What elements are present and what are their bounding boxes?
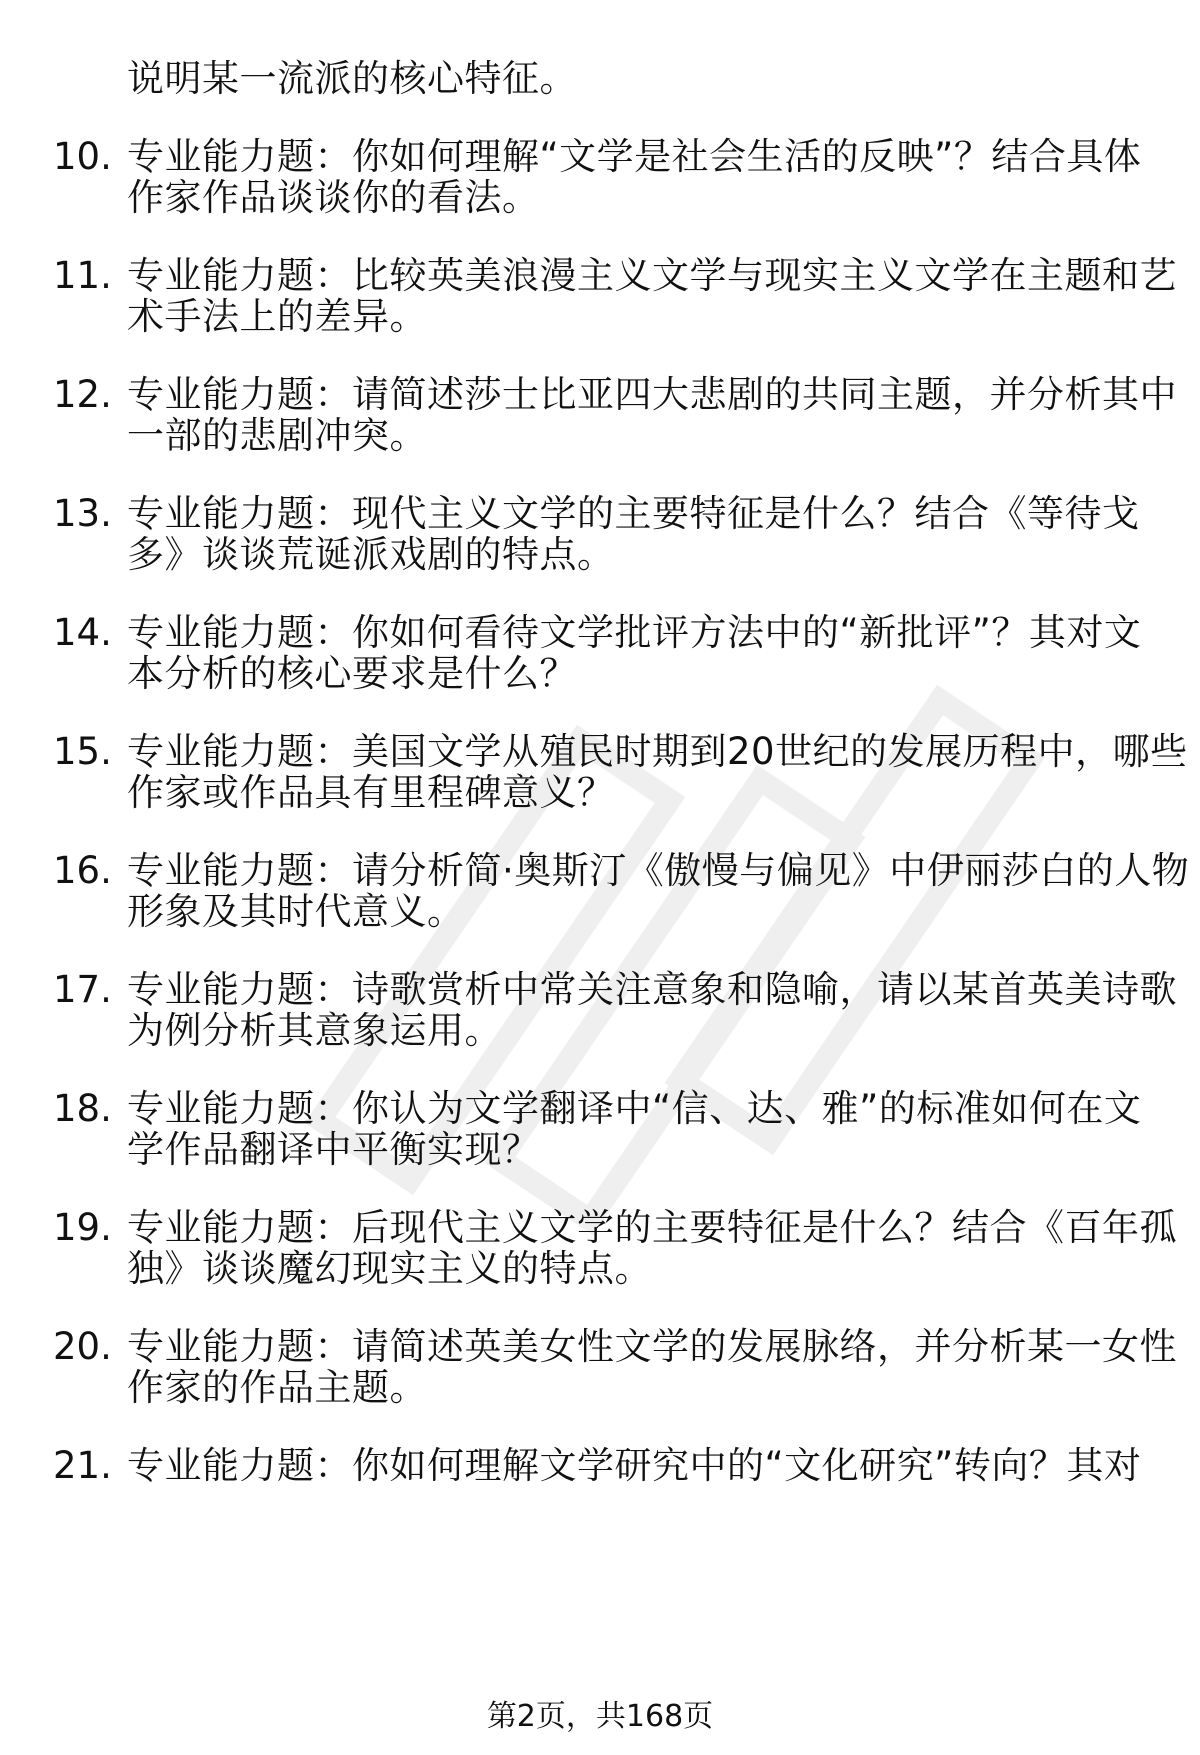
question-number: 21.: [53, 1444, 112, 1487]
question-text: 作家的作品主题。: [127, 1366, 427, 1409]
question-text: 术手法上的差异。: [127, 295, 427, 338]
question-text: 专业能力题：美国文学从殖民时期到20世纪的发展历程中，哪些: [127, 730, 1188, 773]
question-text: 专业能力题：现代主义文学的主要特征是什么？结合《等待戈: [127, 492, 1140, 535]
question-text: 形象及其时代意义。: [127, 890, 465, 933]
question-number: 10.: [53, 135, 112, 178]
question-number: 18.: [53, 1087, 112, 1130]
lead-line: 说明某一流派的核心特征。: [127, 57, 577, 100]
question-text: 作家作品谈谈你的看法。: [127, 176, 540, 219]
question-text: 本分析的核心要求是什么？: [127, 652, 577, 695]
question-text: 一部的悲剧冲突。: [127, 414, 427, 457]
question-number: 16.: [53, 849, 112, 892]
question-text: 作家或作品具有里程碑意义？: [127, 771, 615, 814]
question-number: 20.: [53, 1325, 112, 1368]
question-number: 19.: [53, 1206, 112, 1249]
question-text: 专业能力题：你认为文学翻译中“信、达、雅”的标准如何在文: [127, 1087, 1142, 1130]
question-number: 17.: [53, 968, 112, 1011]
question-text: 专业能力题：后现代主义文学的主要特征是什么？结合《百年孤: [127, 1206, 1177, 1249]
question-text: 专业能力题：请简述莎士比亚四大悲剧的共同主题，并分析其中: [127, 373, 1177, 416]
question-text: 独》谈谈魔幻现实主义的特点。: [127, 1247, 652, 1290]
question-number: 11.: [53, 254, 112, 297]
question-text: 为例分析其意象运用。: [127, 1009, 502, 1052]
question-text: 多》谈谈荒诞派戏剧的特点。: [127, 533, 615, 576]
question-text: 专业能力题：请简述英美女性文学的发展脉络，并分析某一女性: [127, 1325, 1177, 1368]
question-text: 专业能力题：请分析简·奥斯汀《傲慢与偏见》中伊丽莎白的人物: [127, 849, 1190, 892]
question-text: 专业能力题：诗歌赏析中常关注意象和隐喻，请以某首英美诗歌: [127, 968, 1177, 1011]
question-text: 学作品翻译中平衡实现？: [127, 1128, 540, 1171]
question-number: 14.: [53, 611, 112, 654]
question-text: 专业能力题：你如何理解“文学是社会生活的反映”？结合具体: [127, 135, 1142, 178]
question-text: 专业能力题：你如何看待文学批评方法中的“新批评”？其对文: [127, 611, 1142, 654]
question-text: 专业能力题：比较英美浪漫主义文学与现实主义文学在主题和艺: [127, 254, 1177, 297]
question-text: 专业能力题：你如何理解文学研究中的“文化研究”转向？其对: [127, 1444, 1142, 1487]
question-number: 12.: [53, 373, 112, 416]
page-footer: 第2页，共168页: [486, 1699, 714, 1734]
question-number: 13.: [53, 492, 112, 535]
question-number: 15.: [53, 730, 112, 773]
